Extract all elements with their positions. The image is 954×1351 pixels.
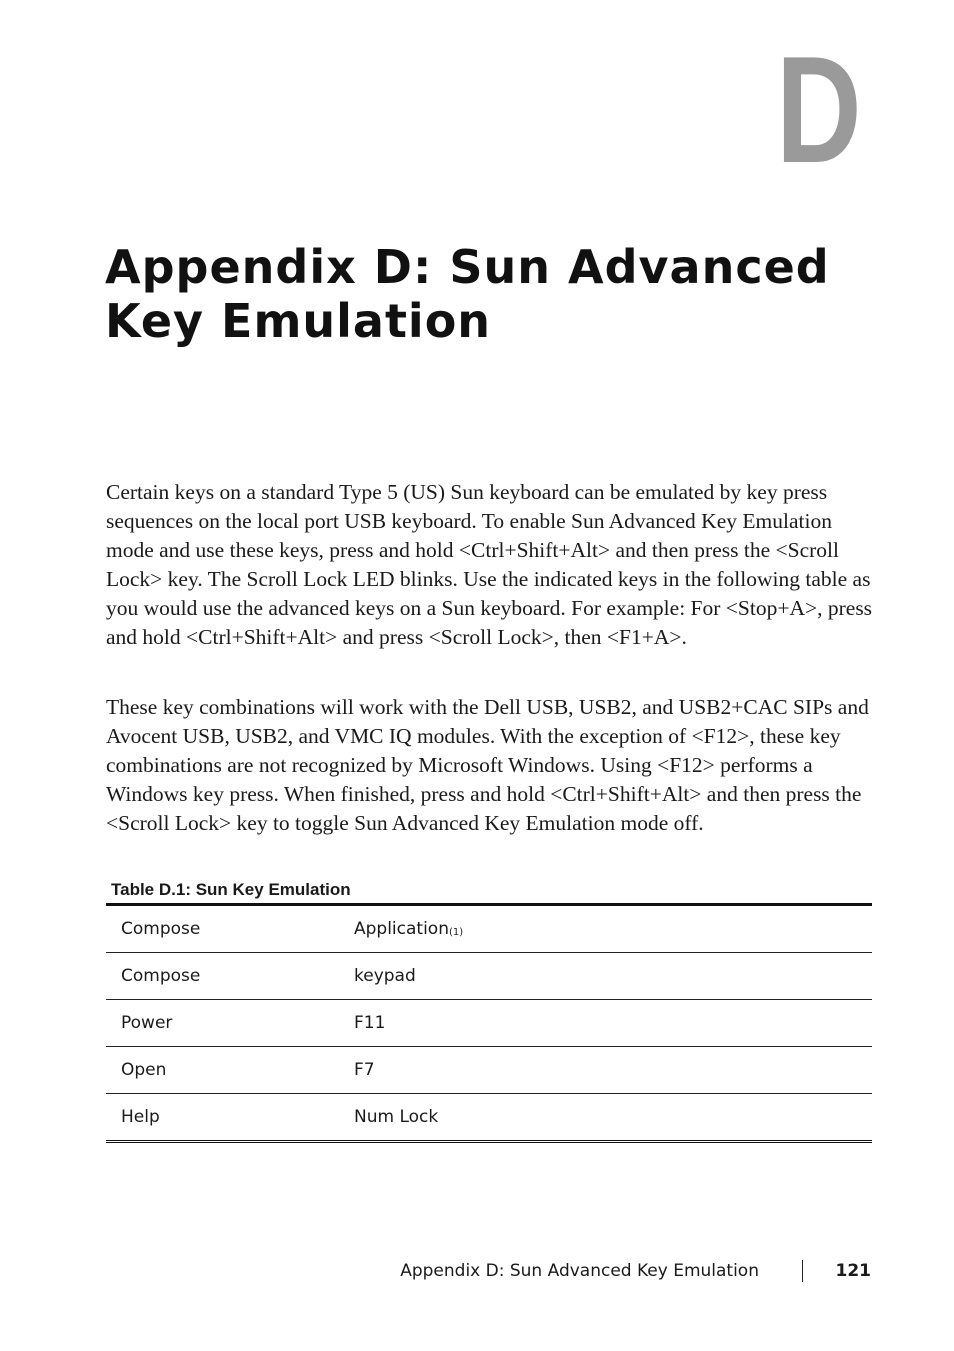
table-row	[106, 953, 872, 1000]
table-caption: Table D.1: Sun Key Emulation	[111, 880, 351, 899]
page-footer	[0, 1258, 954, 1284]
table-row	[106, 1047, 872, 1094]
emulated-key-label: Application	[354, 919, 449, 939]
footnote-marker: (1)	[449, 927, 464, 938]
emulated-key-cell: Num Lock	[354, 1107, 439, 1127]
emulated-key-cell: F7	[354, 1047, 872, 1094]
page-number: 121	[835, 1261, 871, 1281]
table-row	[106, 1094, 872, 1142]
chapter-letter: D	[776, 25, 862, 195]
table-row	[106, 905, 872, 953]
sun-key-cell: Compose	[106, 953, 354, 1000]
footer-chapter-title: Appendix D: Sun Advanced Key Emulation	[400, 1261, 759, 1281]
footer-divider	[802, 1260, 803, 1282]
emulated-key-cell: F11	[354, 1000, 872, 1047]
emulated-key-cell	[354, 905, 872, 953]
sun-key-cell: Power	[106, 1000, 354, 1047]
sun-key-cell: Help	[121, 1107, 160, 1127]
sun-key-cell: Open	[106, 1047, 354, 1094]
intro-paragraph: Certain keys on a standard Type 5 (US) Sun keyboard can be emulated by key press sequences on the local port USB keyboard. To enable Sun Advanced Key Emulation mode and use these keys, press and hold <Ctrl+Shift+Alt> and then press the <Scroll Lock> key. The Scroll Lock LED blinks. Use the indicated keys in the following table as you would use the advanced keys on a Sun keyboard. For example: For <Stop+A>, press and hold <Ctrl+Shift+Alt> and press <Scroll Lock>, then <F1+A>.	[106, 480, 873, 649]
sun-key-cell: Compose	[106, 905, 354, 953]
emulated-key-cell: keypad	[354, 953, 872, 1000]
sun-key-emulation-table	[106, 903, 872, 1143]
compatibility-paragraph: These key combinations will work with the Dell USB, USB2, and USB2+CAC SIPs and Avocent USB, USB2, and VMC IQ modules. With the exception of <F12>, these key combinations are not recognized by Microsoft Windows. Using <F12> performs a Windows key press. When finished, press and hold <Ctrl+Shift+Alt> and then press the <Scroll Lock> key to toggle Sun Advanced Key Emulation mode off.	[106, 695, 869, 835]
table-row	[106, 1000, 872, 1047]
page-title: Appendix D: Sun Advanced Key Emulation	[105, 240, 830, 348]
